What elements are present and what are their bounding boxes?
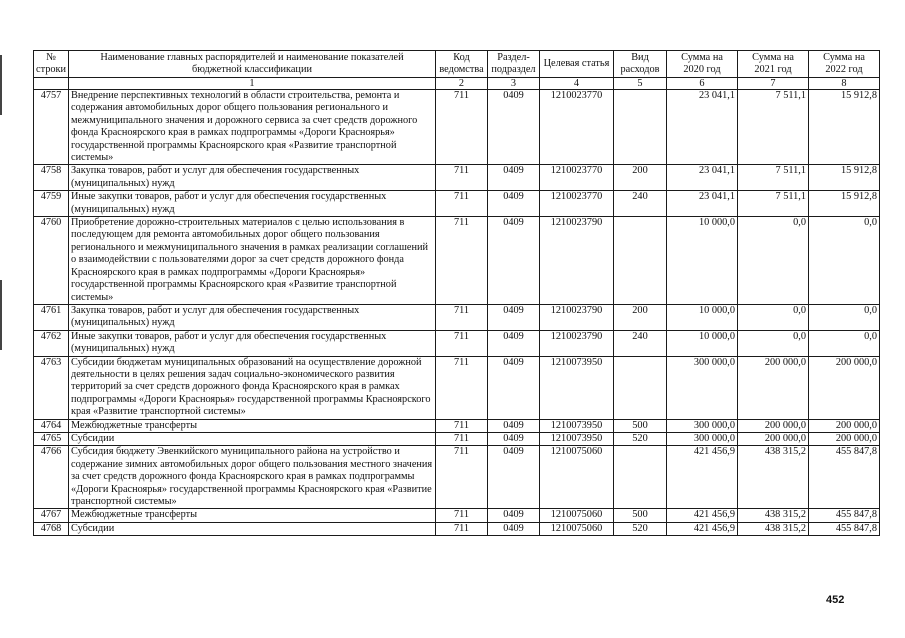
row-name: Закупка товаров, работ и услуг для обеспечения государственных (муниципальных) нужд <box>69 165 436 191</box>
row-sum-2021: 0,0 <box>738 304 809 330</box>
table-header-row <box>34 51 880 78</box>
row-target-article: 1210073950 <box>540 419 614 432</box>
row-name: Субсидии бюджетам муниципальных образований на осуществление дорожной деятельности в целях решения задач социально-экономического развития территорий за счет средств дорожного фонда Красноярского края в рамках подпрограммы «Дороги Красноярья» государственной программы Красноярского края «Развитие транспортной системы» <box>69 356 436 419</box>
row-number: 4761 <box>34 304 69 330</box>
row-target-article: 1210075060 <box>540 446 614 509</box>
row-sum-2021: 438 315,2 <box>738 446 809 509</box>
row-number: 4757 <box>34 90 69 165</box>
row-department-code: 711 <box>436 217 488 305</box>
row-department-code: 711 <box>436 509 488 522</box>
margin-mark-top <box>0 55 2 115</box>
row-number: 4762 <box>34 330 69 356</box>
row-sum-2022: 455 847,8 <box>809 522 880 535</box>
table-row <box>34 304 880 330</box>
row-number: 4760 <box>34 217 69 305</box>
row-expense-kind: 200 <box>614 165 667 191</box>
row-sum-2020: 10 000,0 <box>667 217 738 305</box>
row-sum-2020: 10 000,0 <box>667 330 738 356</box>
row-target-article: 1210023770 <box>540 165 614 191</box>
column-number-cell: 7 <box>738 78 809 90</box>
row-sum-2020: 300 000,0 <box>667 356 738 419</box>
row-target-article: 1210023790 <box>540 330 614 356</box>
table-body <box>34 90 880 536</box>
row-sum-2022: 200 000,0 <box>809 356 880 419</box>
row-department-code: 711 <box>436 356 488 419</box>
column-number-cell: 1 <box>69 78 436 90</box>
row-sum-2020: 421 456,9 <box>667 446 738 509</box>
column-number-cell: 3 <box>488 78 540 90</box>
row-section: 0409 <box>488 330 540 356</box>
header-expense-kind: Вид расходов <box>614 51 667 78</box>
row-expense-kind <box>614 446 667 509</box>
column-number-cell: 6 <box>667 78 738 90</box>
row-target-article: 1210075060 <box>540 509 614 522</box>
row-sum-2021: 0,0 <box>738 330 809 356</box>
table-row <box>34 446 880 509</box>
row-number: 4764 <box>34 419 69 432</box>
budget-table <box>33 50 880 536</box>
row-department-code: 711 <box>436 522 488 535</box>
row-expense-kind: 240 <box>614 330 667 356</box>
row-target-article: 1210023790 <box>540 217 614 305</box>
row-section: 0409 <box>488 446 540 509</box>
row-number: 4767 <box>34 509 69 522</box>
row-sum-2021: 200 000,0 <box>738 419 809 432</box>
page-number: 452 <box>826 594 845 606</box>
row-number: 4758 <box>34 165 69 191</box>
row-target-article: 1210073950 <box>540 356 614 419</box>
row-expense-kind: 240 <box>614 191 667 217</box>
row-sum-2022: 15 912,8 <box>809 165 880 191</box>
row-department-code: 711 <box>436 330 488 356</box>
column-number-cell: 5 <box>614 78 667 90</box>
row-section: 0409 <box>488 165 540 191</box>
header-target-article: Целевая статья <box>540 51 614 78</box>
row-sum-2020: 421 456,9 <box>667 522 738 535</box>
row-target-article: 1210075060 <box>540 522 614 535</box>
row-section: 0409 <box>488 191 540 217</box>
row-section: 0409 <box>488 419 540 432</box>
row-section: 0409 <box>488 522 540 535</box>
row-number: 4763 <box>34 356 69 419</box>
row-number: 4759 <box>34 191 69 217</box>
row-number: 4768 <box>34 522 69 535</box>
row-sum-2022: 0,0 <box>809 330 880 356</box>
table-row <box>34 432 880 445</box>
table-row <box>34 356 880 419</box>
table-row <box>34 217 880 305</box>
column-numbers-row <box>34 78 880 90</box>
row-section: 0409 <box>488 509 540 522</box>
row-sum-2022: 200 000,0 <box>809 432 880 445</box>
row-expense-kind <box>614 90 667 165</box>
header-department-code: Код ведомства <box>436 51 488 78</box>
row-expense-kind: 500 <box>614 509 667 522</box>
row-expense-kind: 200 <box>614 304 667 330</box>
row-name: Субсидии <box>69 432 436 445</box>
row-sum-2021: 438 315,2 <box>738 509 809 522</box>
row-target-article: 1210073950 <box>540 432 614 445</box>
row-target-article: 1210023770 <box>540 191 614 217</box>
row-number: 4765 <box>34 432 69 445</box>
row-department-code: 711 <box>436 191 488 217</box>
column-number-cell: 4 <box>540 78 614 90</box>
row-expense-kind: 500 <box>614 419 667 432</box>
header-name: Наименование главных распорядителей и наименование показателей бюджетной классификации <box>69 51 436 78</box>
row-sum-2022: 455 847,8 <box>809 509 880 522</box>
row-department-code: 711 <box>436 165 488 191</box>
row-name: Закупка товаров, работ и услуг для обеспечения государственных (муниципальных) нужд <box>69 304 436 330</box>
row-department-code: 711 <box>436 90 488 165</box>
row-name: Иные закупки товаров, работ и услуг для обеспечения государственных (муниципальных) нужд <box>69 330 436 356</box>
header-sum-2021: Сумма на 2021 год <box>738 51 809 78</box>
row-sum-2021: 7 511,1 <box>738 165 809 191</box>
table-row <box>34 90 880 165</box>
row-name: Субсидии <box>69 522 436 535</box>
row-sum-2021: 7 511,1 <box>738 90 809 165</box>
row-name: Иные закупки товаров, работ и услуг для обеспечения государственных (муниципальных) нужд <box>69 191 436 217</box>
header-sum-2022: Сумма на 2022 год <box>809 51 880 78</box>
margin-mark-bottom <box>0 280 2 350</box>
row-section: 0409 <box>488 432 540 445</box>
row-number: 4766 <box>34 446 69 509</box>
row-department-code: 711 <box>436 446 488 509</box>
row-sum-2020: 23 041,1 <box>667 165 738 191</box>
header-row-number: № строки <box>34 51 69 78</box>
header-sum-2020: Сумма на 2020 год <box>667 51 738 78</box>
row-name: Приобретение дорожно-строительных материалов с целью использования в последующем для ремонта автомобильных дорог общего пользования регионального и межмуниципального значения в рамках реализации соглашений о взаимодействии с пользователями дорог за счет средств дорожного фонда Красноярского края в рамках подпрограммы «Дороги Красноярья» государственной программы Красноярского края «Развитие транспортной системы» <box>69 217 436 305</box>
row-sum-2020: 23 041,1 <box>667 191 738 217</box>
row-sum-2022: 455 847,8 <box>809 446 880 509</box>
row-sum-2021: 200 000,0 <box>738 432 809 445</box>
row-department-code: 711 <box>436 304 488 330</box>
row-name: Субсидия бюджету Эвенкийского муниципального района на устройство и содержание зимних автомобильных дорог общего пользования местного значения за счет средств дорожного фонда Красноярского края в рамках подпрограммы «Дороги Красноярья» государственной программы Красноярского края «Развитие транспортной системы» <box>69 446 436 509</box>
row-sum-2022: 0,0 <box>809 217 880 305</box>
column-number-cell: 8 <box>809 78 880 90</box>
column-number-cell <box>34 78 69 90</box>
row-name: Внедрение перспективных технологий в области строительства, ремонта и содержания автомобильных дорог общего пользования регионального и межмуниципального значения и дорожного сервиса за счет средств дорожного фонда Красноярского края в рамках подпрограммы «Дороги Красноярья» государственной программы Красноярского края «Развитие транспортной системы» <box>69 90 436 165</box>
table-row <box>34 165 880 191</box>
row-expense-kind: 520 <box>614 522 667 535</box>
row-sum-2022: 15 912,8 <box>809 90 880 165</box>
row-sum-2020: 10 000,0 <box>667 304 738 330</box>
row-sum-2020: 421 456,9 <box>667 509 738 522</box>
row-section: 0409 <box>488 217 540 305</box>
table-row <box>34 419 880 432</box>
row-expense-kind: 520 <box>614 432 667 445</box>
row-sum-2020: 300 000,0 <box>667 432 738 445</box>
table-row <box>34 330 880 356</box>
row-target-article: 1210023770 <box>540 90 614 165</box>
row-sum-2021: 200 000,0 <box>738 356 809 419</box>
row-name: Межбюджетные трансферты <box>69 419 436 432</box>
row-sum-2022: 200 000,0 <box>809 419 880 432</box>
row-sum-2021: 7 511,1 <box>738 191 809 217</box>
row-sum-2020: 300 000,0 <box>667 419 738 432</box>
row-department-code: 711 <box>436 432 488 445</box>
table-row <box>34 522 880 535</box>
header-section: Раздел- подраздел <box>488 51 540 78</box>
table-row <box>34 509 880 522</box>
row-department-code: 711 <box>436 419 488 432</box>
row-name: Межбюджетные трансферты <box>69 509 436 522</box>
row-sum-2022: 15 912,8 <box>809 191 880 217</box>
column-number-cell: 2 <box>436 78 488 90</box>
row-sum-2022: 0,0 <box>809 304 880 330</box>
row-section: 0409 <box>488 90 540 165</box>
row-expense-kind <box>614 217 667 305</box>
row-sum-2021: 0,0 <box>738 217 809 305</box>
table-row <box>34 191 880 217</box>
row-section: 0409 <box>488 304 540 330</box>
row-target-article: 1210023790 <box>540 304 614 330</box>
row-sum-2021: 438 315,2 <box>738 522 809 535</box>
row-sum-2020: 23 041,1 <box>667 90 738 165</box>
row-section: 0409 <box>488 356 540 419</box>
row-expense-kind <box>614 356 667 419</box>
